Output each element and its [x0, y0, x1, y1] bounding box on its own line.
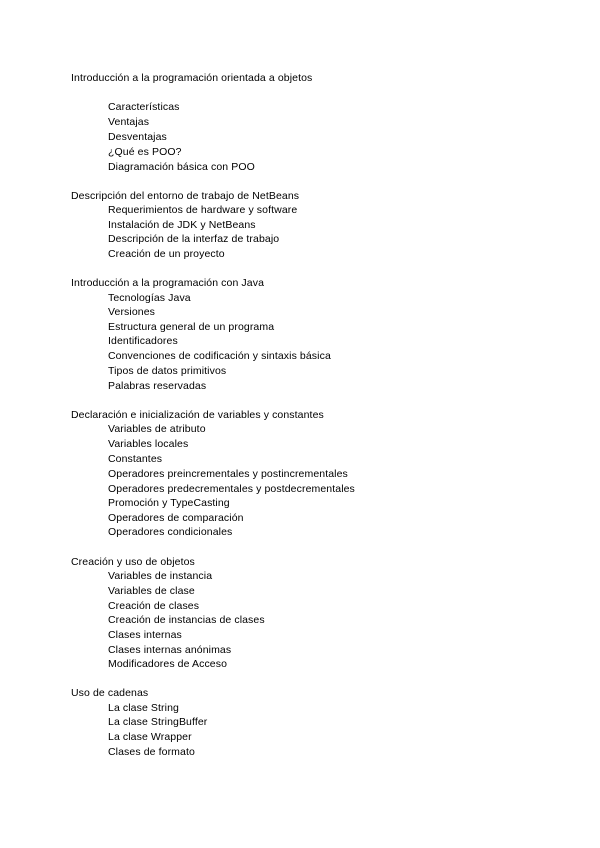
- section-item: Convenciones de codificación y sintaxis básica: [108, 350, 331, 362]
- section-item: Identificadores: [108, 335, 178, 347]
- section-item: Operadores condicionales: [108, 526, 233, 538]
- section-item: Operadores preincrementales y postincrementales: [108, 468, 348, 480]
- section-item: Variables locales: [108, 438, 189, 450]
- section-title: Creación y uso de objetos: [71, 556, 195, 568]
- section-title: Descripción del entorno de trabajo de NetBeans: [71, 190, 300, 202]
- section-item: Operadores predecrementales y postdecrementales: [108, 483, 355, 495]
- section-item: Requerimientos de hardware y software: [108, 204, 298, 216]
- section-item: Variables de atributo: [108, 423, 206, 435]
- section-item: Características: [108, 101, 180, 113]
- section-item: Clases de formato: [108, 746, 195, 758]
- section-item: Ventajas: [108, 116, 150, 128]
- section-item: Clases internas anónimas: [108, 644, 232, 656]
- section-item: Estructura general de un programa: [108, 321, 275, 333]
- section-item: Promoción y TypeCasting: [108, 497, 230, 509]
- section-item: ¿Qué es POO?: [108, 146, 182, 158]
- section-item: Instalación de JDK y NetBeans: [108, 219, 256, 231]
- section-item: Desventajas: [108, 131, 167, 143]
- section-item: La clase StringBuffer: [108, 716, 208, 728]
- section-item: Palabras reservadas: [108, 380, 207, 392]
- section-item: Diagramación básica con POO: [108, 161, 255, 173]
- section-title: Uso de cadenas: [71, 687, 149, 699]
- section-title: Introducción a la programación con Java: [71, 277, 265, 289]
- section-item: Descripción de la interfaz de trabajo: [108, 233, 280, 245]
- section-item: Modificadores de Acceso: [108, 658, 228, 670]
- section-title: Declaración e inicialización de variables y constantes: [71, 409, 324, 421]
- section-title: Introducción a la programación orientada a objetos: [71, 72, 313, 84]
- section-item: Operadores de comparación: [108, 512, 244, 524]
- section-item: Creación de clases: [108, 600, 200, 612]
- section-item: Constantes: [108, 453, 163, 465]
- section-item: Creación de un proyecto: [108, 248, 225, 260]
- section-item: Variables de clase: [108, 585, 195, 597]
- section-item: Tecnologías Java: [108, 292, 191, 304]
- section-item: La clase Wrapper: [108, 731, 192, 743]
- section-item: Versiones: [108, 306, 156, 318]
- section-item: La clase String: [108, 702, 179, 714]
- section-item: Variables de instancia: [108, 570, 213, 582]
- section-item: Creación de instancias de clases: [108, 614, 265, 626]
- section-item: Tipos de datos primitivos: [108, 365, 227, 377]
- section-item: Clases internas: [108, 629, 182, 641]
